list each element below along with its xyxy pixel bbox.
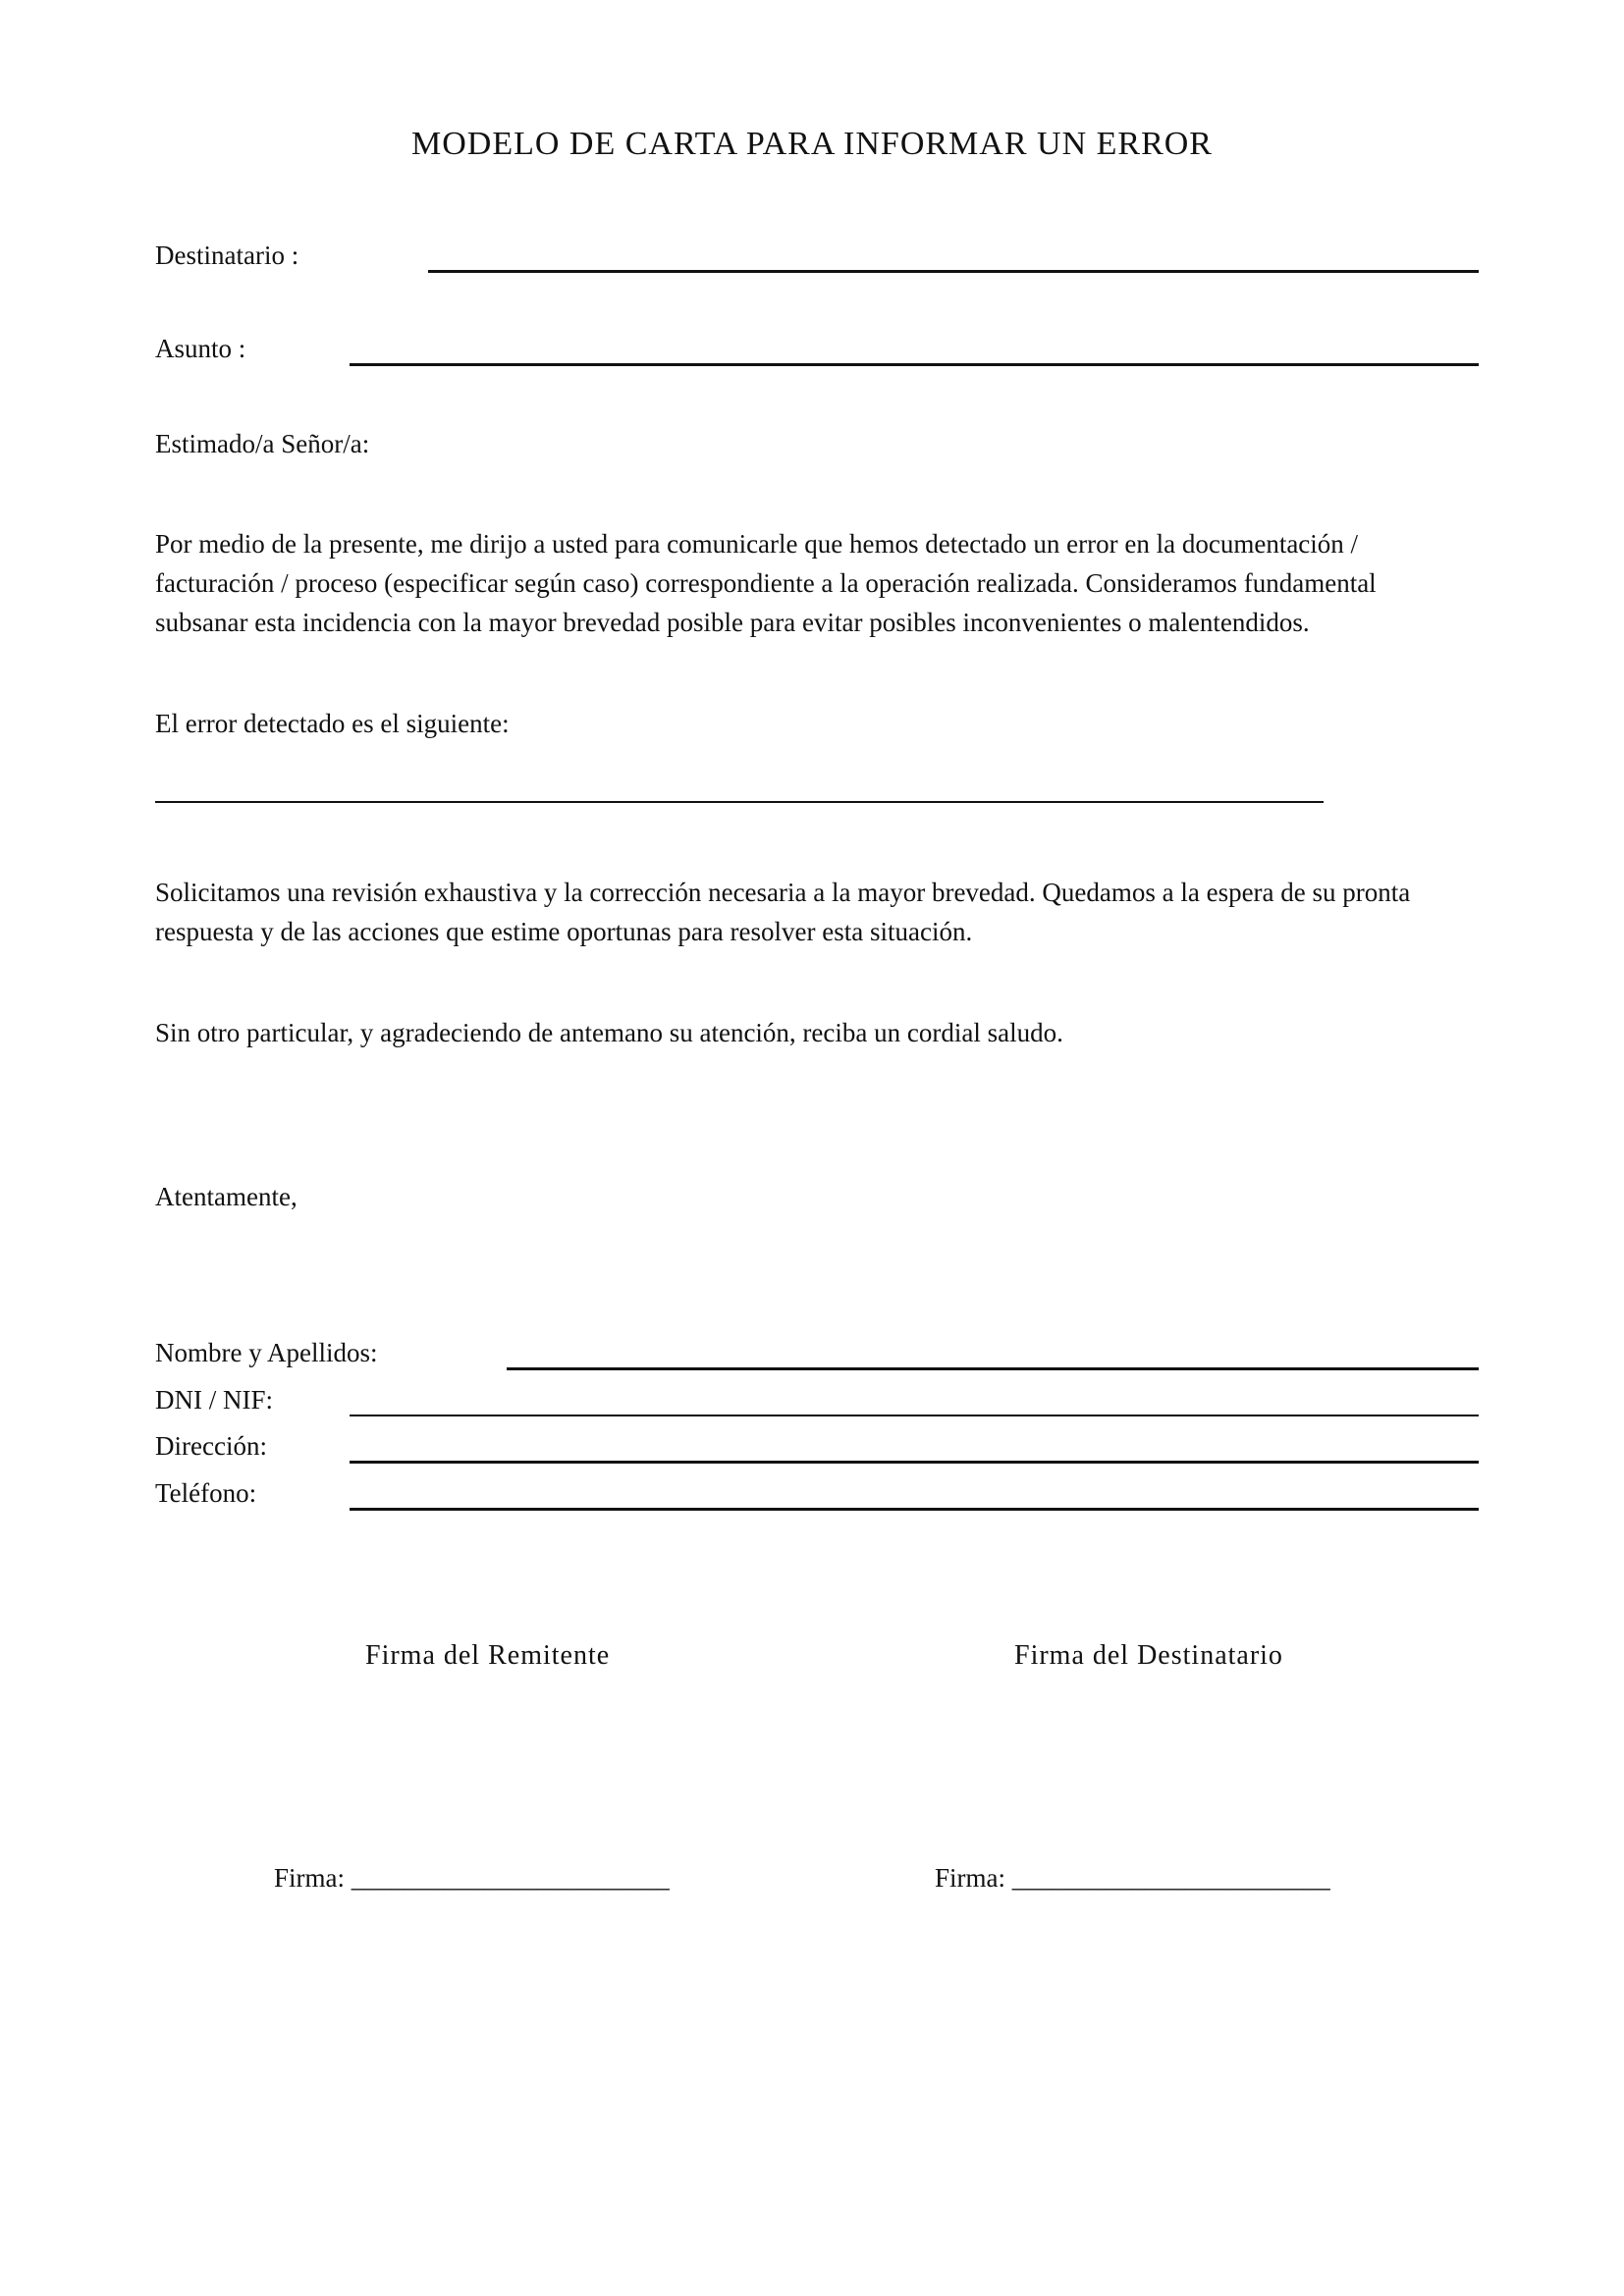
recipient-field[interactable]	[428, 270, 1479, 273]
address-field[interactable]	[350, 1461, 1479, 1464]
recipient-label: Destinatario :	[155, 240, 299, 270]
id-field[interactable]	[350, 1415, 1479, 1416]
sign-off: Atentamente,	[155, 1182, 298, 1211]
phone-field[interactable]	[350, 1508, 1479, 1511]
name-label: Nombre y Apellidos:	[155, 1338, 378, 1367]
address-label: Dirección:	[155, 1431, 267, 1461]
closing-line: Sin otro particular, y agradeciendo de antemano su atención, reciba un cordial saludo.	[155, 1018, 1063, 1047]
intro-paragraph: Por medio de la presente, me dirijo a usted para comunicarle que hemos detectado un error en la documentación / facturación / proceso (especificar según caso) correspondiente a la operación realizada. Consideramos fundamental subsanar esta incidencia con la mayor brevedad posible para evitar posibles inconvenientes o malentendidos.	[155, 529, 1377, 637]
sender-signature-title: Firma del Remitente	[365, 1640, 611, 1671]
name-field[interactable]	[507, 1367, 1479, 1370]
sender-signature-line[interactable]: Firma: ________________________	[274, 1863, 670, 1893]
phone-label: Teléfono:	[155, 1478, 257, 1508]
error-intro: El error detectado es el siguiente:	[155, 709, 510, 738]
recipient-signature-line[interactable]: Firma: ________________________	[935, 1863, 1330, 1893]
error-description-field[interactable]	[155, 801, 1324, 803]
subject-field[interactable]	[350, 363, 1479, 366]
greeting: Estimado/a Señor/a:	[155, 429, 370, 458]
recipient-signature-title: Firma del Destinatario	[1014, 1640, 1283, 1671]
subject-label: Asunto :	[155, 334, 246, 363]
request-paragraph: Solicitamos una revisión exhaustiva y la corrección necesaria a la mayor brevedad. Quedamos a la espera de su pronta respuesta y de las acciones que estime oportunas para resolver esta situación.	[155, 878, 1411, 946]
id-label: DNI / NIF:	[155, 1385, 273, 1415]
document-title: MODELO DE CARTA PARA INFORMAR UN ERROR	[411, 126, 1213, 162]
